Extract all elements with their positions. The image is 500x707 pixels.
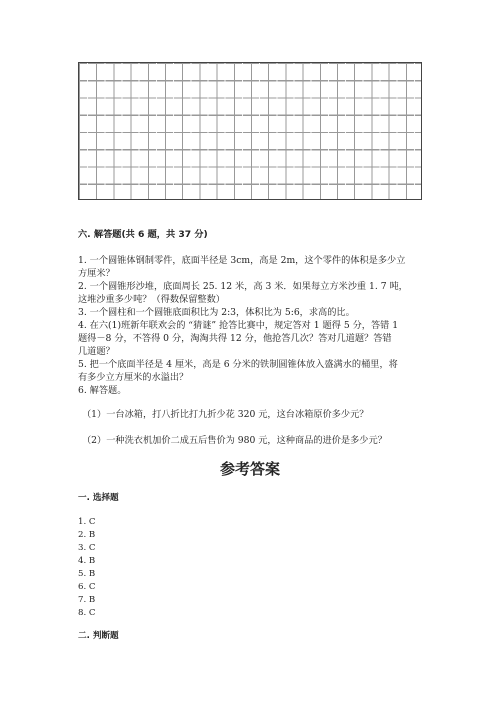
- question-4-line-2: 题得－8 分，不答得 0 分，淘淘共得 12 分，他抢答几次？答对几道题？答错: [78, 333, 392, 344]
- answer-item: 6. C: [78, 582, 96, 592]
- answer-item: 4. B: [78, 556, 96, 566]
- question-2-line-2: 这堆沙重多少吨？（得数保留整数）: [78, 294, 225, 305]
- question-3: 3. 一个圆柱和一个圆锥底面积比为 2:3，体积比为 5:6，求高的比。: [78, 307, 355, 318]
- question-5-line-1: 5. 把一个底面半径是 4 厘米，高是 6 分米的铁制圆锥体放入盛满水的桶里，将: [78, 359, 398, 370]
- question-6: 6. 解答题。: [78, 385, 127, 396]
- question-1-line-1: 1. 一个圆锥体钢制零件，底面半径是 3cm，高是 2m，这个零件的体积是多少立: [78, 255, 406, 266]
- question-5-line-2: 有多少立方厘米的水溢出？: [78, 372, 189, 383]
- answer-item: 1. C: [78, 517, 96, 527]
- answer-item: 2. B: [78, 530, 96, 540]
- answer-grid: [78, 62, 422, 200]
- question-4-line-1: 4. 在六(1)班新年联欢会的 “猜谜” 抢答比赛中，规定答对 1 题得 5 分，答错 1: [78, 320, 399, 331]
- answers-title: 参考答案: [219, 460, 280, 478]
- judge-section-heading: 二. 判断题: [78, 631, 119, 641]
- question-2-line-1: 2. 一个圆锥形沙堆，底面周长 25. 12 米，高 3 米．如果每立方米沙重 1. 7 吨，: [78, 281, 408, 292]
- answer-item: 5. B: [78, 569, 96, 579]
- answer-item: 3. C: [78, 543, 96, 553]
- question-4-line-3: 几道题？: [78, 346, 115, 357]
- sub-question-1: （1）一台冰箱，打八折比打九折少花 320 元，这台冰箱原价多少元？: [82, 409, 369, 420]
- answer-item: 8. C: [78, 608, 96, 618]
- section-6-heading: 六. 解答题(共 6 题，共 37 分): [78, 229, 208, 240]
- question-1-line-2: 方厘米？: [78, 268, 115, 279]
- answer-item: 7. B: [78, 595, 96, 605]
- choice-section-heading: 一. 选择题: [78, 493, 119, 503]
- sub-question-2: （2）一种洗衣机加价二成五后售价为 980 元，这种商品的进价是多少元？: [82, 435, 387, 446]
